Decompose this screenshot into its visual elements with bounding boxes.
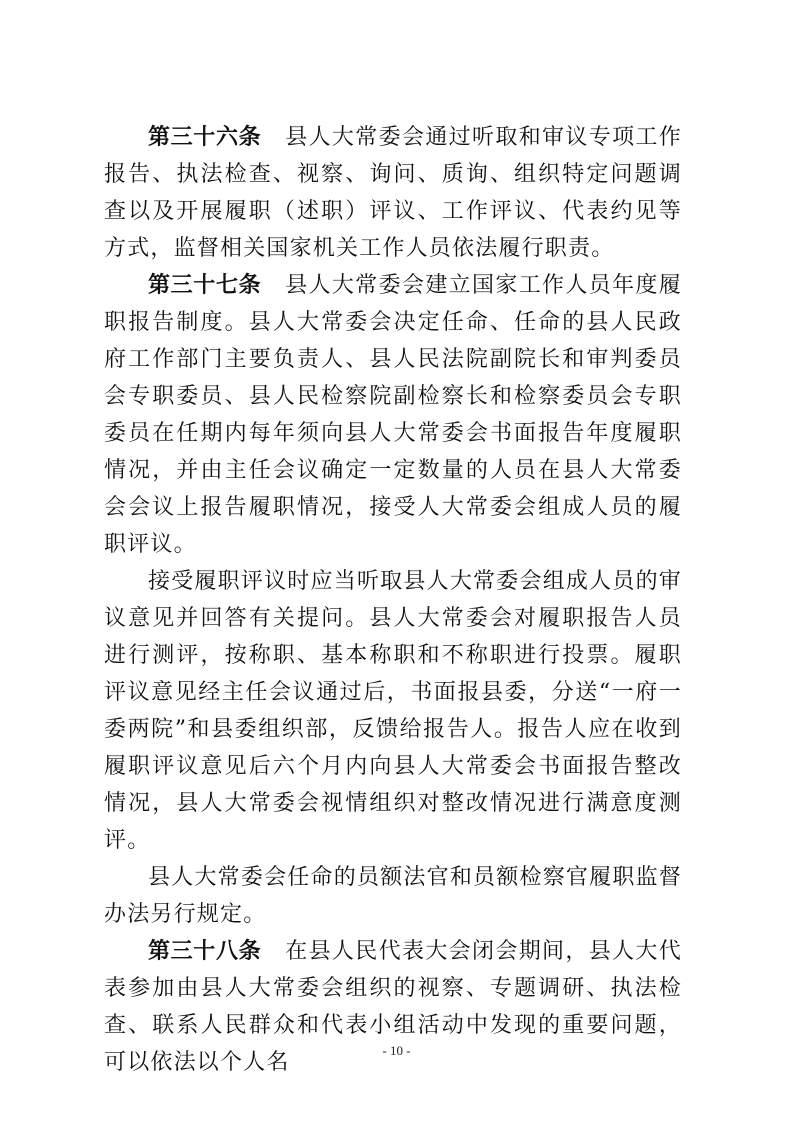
paragraph-text: 县人大常委会任命的员额法官和员额检察官履职监督办法另行规定。	[104, 865, 682, 927]
article-36	[104, 119, 682, 267]
paragraph-text: 接受履职评议时应当听取县人大常委会组成人员的审议意见并回答有关提问。县人大常委会对履职报告人员进行测评，按称职、基本称职和不称职进行投票。履职评议意见经主任会议通过后，书面报县委，分送“一府一委两院”和县委组织部，反馈给报告人。报告人应在收到履职评议意见后六个月内向县人大常委会书面报告整改情况，县人大常委会视情组织对整改情况进行满意度测评。	[104, 569, 682, 853]
article-37-paragraph-2	[104, 563, 682, 859]
article-heading: 第三十六条	[148, 124, 262, 150]
article-heading: 第三十七条	[148, 272, 262, 298]
article-37	[104, 267, 682, 563]
article-text: 在县人民代表大会闭会期间，县人大代表参加由县人大常委会组织的视察、专题调研、执法检查、联系人民群众和代表小组活动中发现的重要问题，可以依法以个人名	[104, 939, 682, 1075]
document-body	[104, 119, 682, 1081]
article-text: 县人大常委会通过听取和审议专项工作报告、执法检查、视察、询问、质询、组织特定问题调查以及开展履职（述职）评议、工作评议、代表约见等方式，监督相关国家机关工作人员依法履行职责。	[104, 125, 682, 261]
page-number: - 10 -	[382, 1043, 411, 1058]
article-heading: 第三十八条	[148, 938, 262, 964]
article-37-paragraph-3	[104, 859, 682, 933]
article-text: 县人大常委会建立国家工作人员年度履职报告制度。县人大常委会决定任命、任命的县人民政府工作部门主要负责人、县人民法院副院长和审判委员会专职委员、县人民检察院副检察长和检察委员会专职委员在任期内每年须向县人大常委会书面报告年度履职情况，并由主任会议确定一定数量的人员在县人大常委会会议上报告履职情况，接受人大常委会组成人员的履职评议。	[104, 273, 682, 557]
